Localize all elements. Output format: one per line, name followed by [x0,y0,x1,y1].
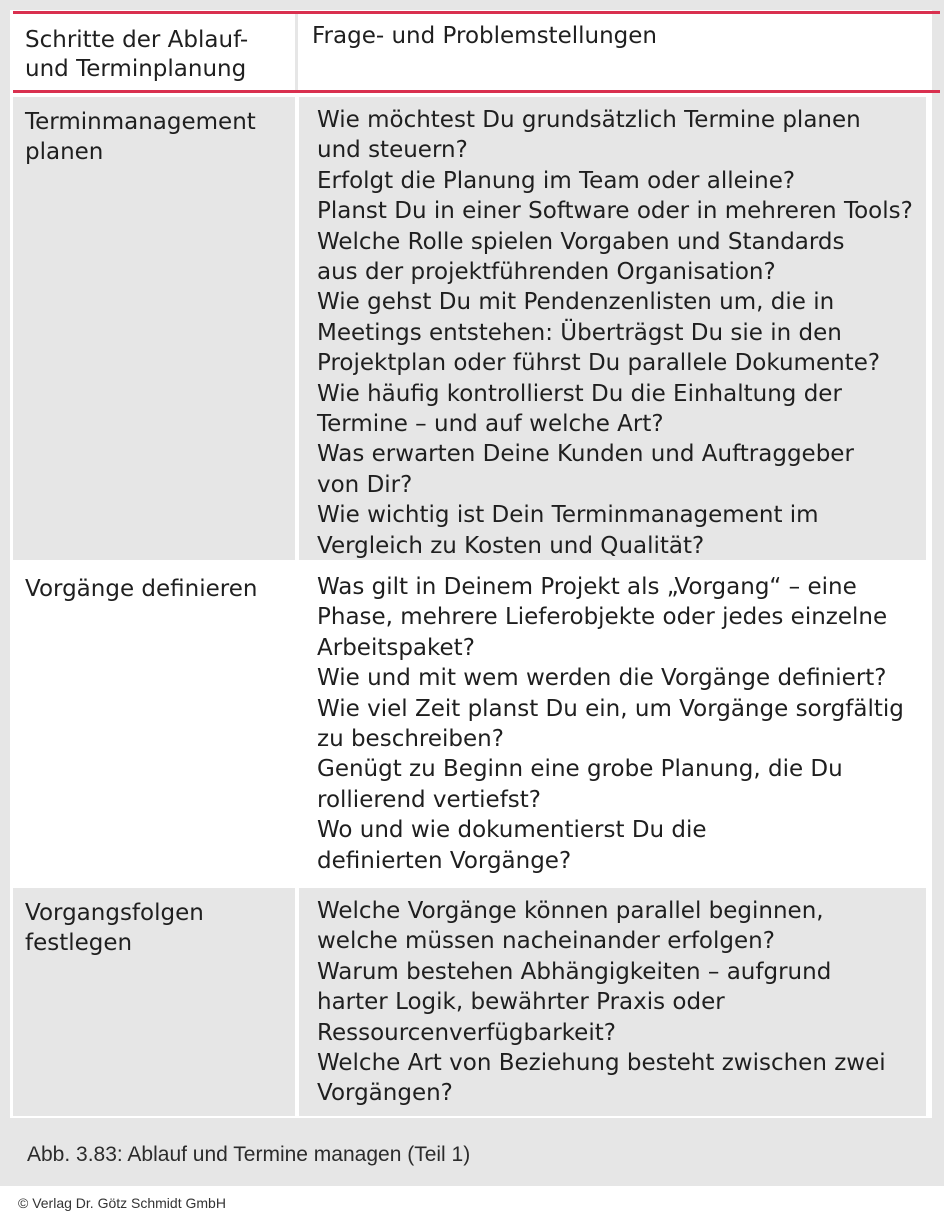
header-questions: Frage- und Problemstellungen [312,23,657,49]
step-label: Vorgänge definieren [25,576,258,602]
question: Wie gehst Du mit Pendenzenlisten um, die in Meetings entstehen: Überträgst Du sie in den Projektplan oder führst Du parallele Dokumente? [317,289,881,377]
copyright-notice: © Verlag Dr. Götz Schmidt GmbH [18,1195,226,1211]
question: Wie und mit wem werden die Vorgänge definiert? [317,665,887,692]
question: Wie häufig kontrollierst Du die Einhaltung der Termine – und auf welche Art? [317,380,842,438]
question-list [317,896,917,1109]
table-top-rule [13,11,940,14]
question: Wo und wie dokumentierst Du die definierten Vorgänge? [317,817,707,874]
table-row [13,97,926,560]
question: Wie möchtest Du grundsätzlich Termine planen und steuern? [317,107,861,164]
question-list [317,572,917,876]
question: Genügt zu Beginn eine grobe Planung, die Du rollierend vertiefst? [317,756,843,813]
question: Warum bestehen Abhängigkeiten – aufgrund harter Logik, bewährter Praxis oder Ressourcenverfügbarkeit? [317,958,832,1046]
questions-cell [299,97,926,560]
question: Welche Vorgänge können parallel beginnen, welche müssen nacheinander erfolgen? [317,898,824,955]
question: Was gilt in Deinem Projekt als „Vorgang“ – eine Phase, mehrere Lieferobjekte oder jedes einzelne Arbeitspaket? [317,574,888,661]
table-row [13,564,926,884]
step-label: Vorgangsfolgen festlegen [25,900,204,957]
step-cell [13,97,295,560]
step-cell [13,888,295,1116]
questions-cell [299,888,926,1116]
question: Welche Art von Beziehung besteht zwischen zwei Vorgängen? [317,1050,886,1107]
step-cell [13,564,295,884]
question: Wie wichtig ist Dein Terminmanagement im Vergleich zu Kosten und Qualität? [317,502,819,559]
question-list [317,105,917,561]
figure-caption: Abb. 3.83: Ablauf und Termine managen (Teil 1) [27,1143,471,1166]
planning-table [10,10,932,1118]
question: Planst Du in einer Software oder in mehreren Tools? [317,198,913,225]
table-row [13,888,926,1116]
header-bottom-rule [13,90,940,93]
question: Welche Rolle spielen Vorgaben und Standards aus der projektführenden Organisation? [317,228,845,286]
question: Wie viel Zeit planst Du ein, um Vorgänge sorgfältig zu beschreiben? [317,695,904,753]
questions-cell [299,564,926,884]
header-steps: Schritte der Ablauf- und Terminplanung [25,27,249,82]
question: Was erwarten Deine Kunden und Auftraggeber von Dir? [317,441,854,498]
header-divider [295,14,298,90]
step-label: Terminmanagement planen [25,109,256,166]
question: Erfolgt die Planung im Team oder alleine? [317,167,796,194]
